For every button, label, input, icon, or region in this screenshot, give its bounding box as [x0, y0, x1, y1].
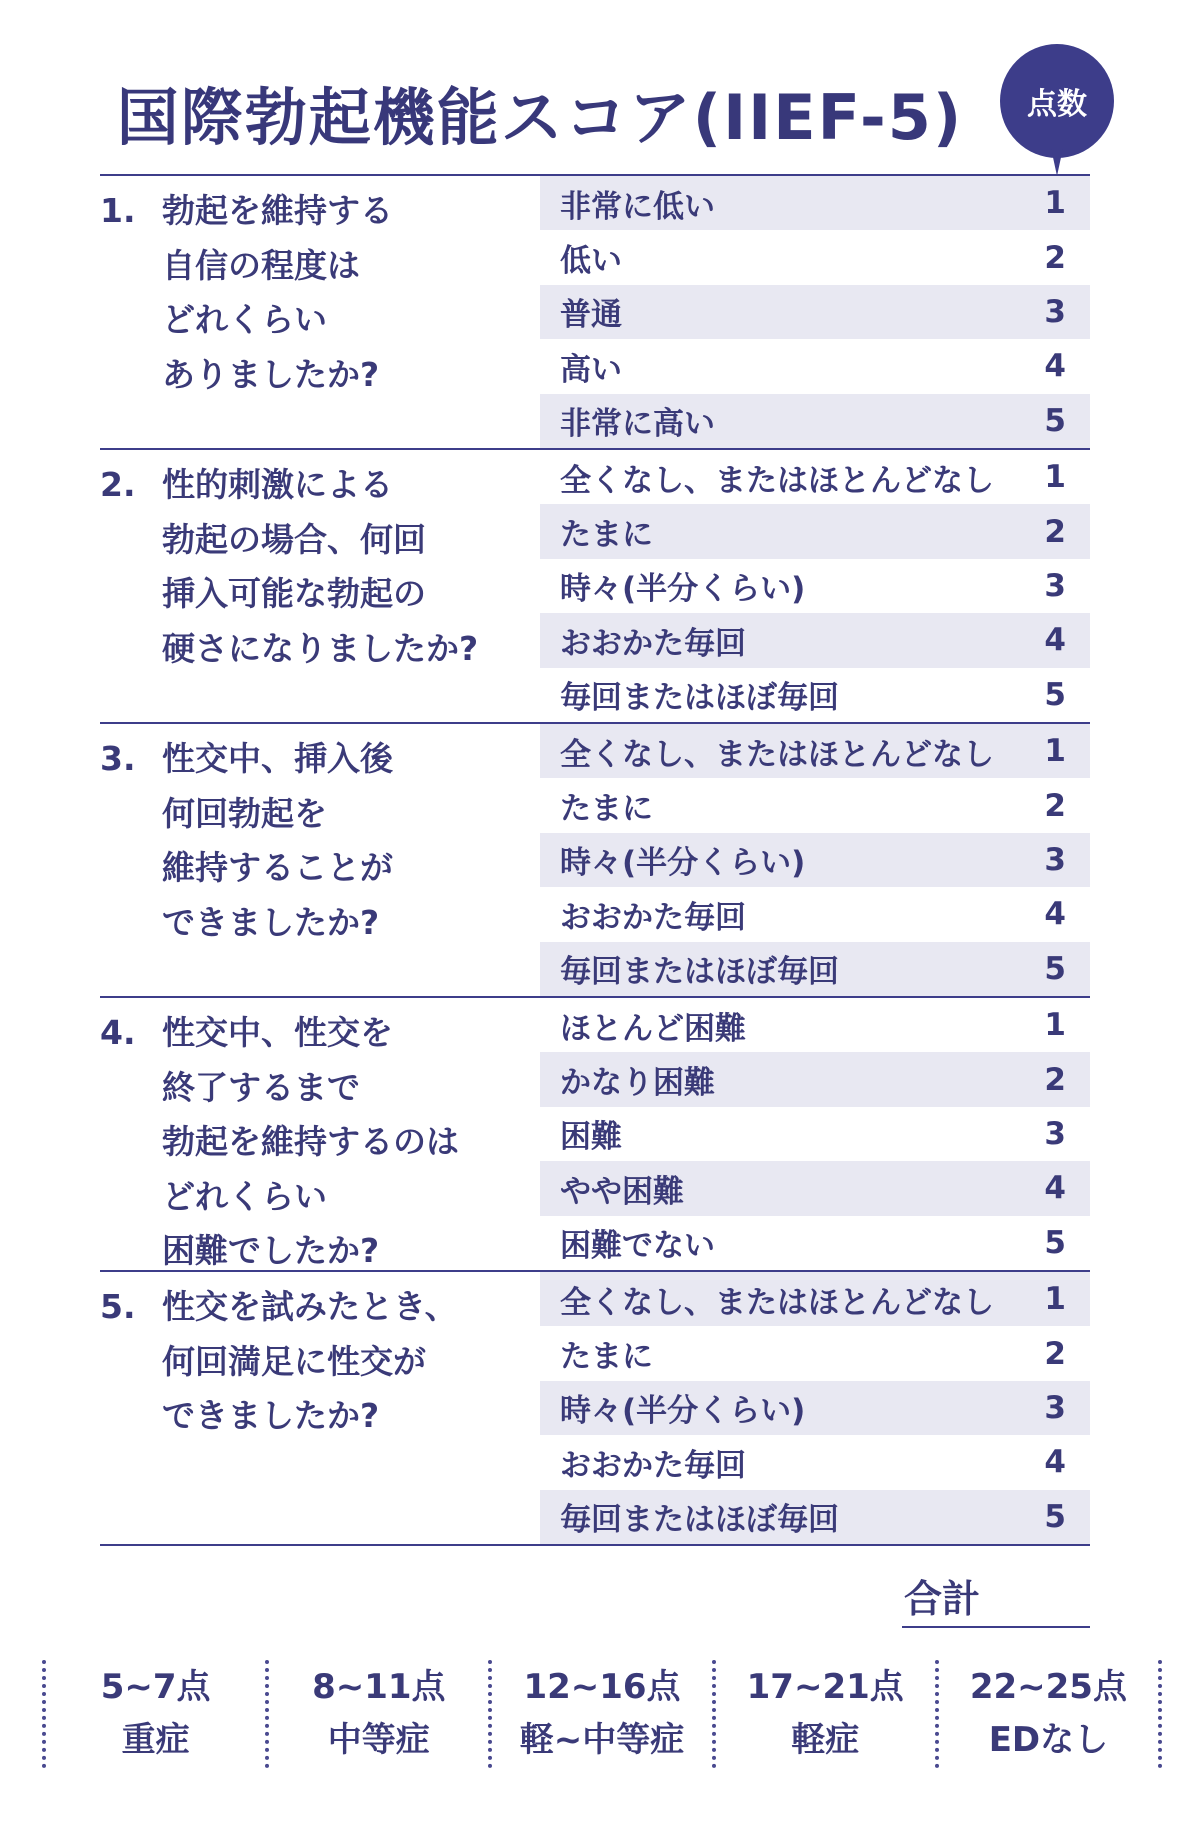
answer-option[interactable] [540, 1272, 1090, 1326]
answer-option[interactable] [540, 176, 1090, 230]
question-5 [100, 1270, 1090, 1546]
answer-label: おおかた毎回 [560, 625, 746, 662]
severity-label: EDなし [988, 1720, 1109, 1760]
severity-label: 軽~中等症 [519, 1720, 685, 1760]
answer-option[interactable] [540, 1381, 1090, 1435]
answer-label: おおかた毎回 [560, 899, 746, 936]
scale-cell-mild-moderate [488, 1660, 711, 1768]
question-1 [100, 174, 1090, 448]
answer-score: 5 [1044, 676, 1066, 713]
answer-label: かなり困難 [560, 1065, 715, 1102]
answer-options [540, 724, 1090, 996]
answer-option[interactable] [540, 887, 1090, 941]
score-range: 17~21点 [746, 1667, 904, 1707]
answer-label: 毎回またはほぼ毎回 [560, 680, 839, 717]
answer-option[interactable] [540, 230, 1090, 284]
severity-label: 重症 [121, 1720, 190, 1760]
answer-options [540, 450, 1090, 722]
answer-label: 困難でない [560, 1228, 715, 1265]
question-number: 1. [100, 191, 136, 230]
answer-option[interactable] [540, 833, 1090, 887]
answer-score: 3 [1044, 1115, 1066, 1152]
answer-score: 2 [1044, 1061, 1066, 1098]
answer-option[interactable] [540, 504, 1090, 558]
answer-score: 5 [1044, 950, 1066, 987]
answer-score: 4 [1044, 348, 1066, 385]
answer-option[interactable] [540, 450, 1090, 504]
question-number: 4. [100, 1013, 136, 1052]
scale-cell-severe [42, 1660, 265, 1768]
question-4 [100, 996, 1090, 1270]
answer-option[interactable] [540, 942, 1090, 996]
answer-score: 3 [1044, 293, 1066, 330]
scale-cell-moderate [265, 1660, 488, 1768]
score-range: 12~16点 [523, 1667, 681, 1707]
question-text: 性的刺激による 勃起の場合、何回 挿入可能な勃起の 硬さになりましたか? [162, 465, 479, 668]
answer-option[interactable] [540, 1161, 1090, 1215]
answer-score: 5 [1044, 1498, 1066, 1535]
answer-label: 毎回またはほぼ毎回 [560, 954, 839, 991]
answer-score: 2 [1044, 787, 1066, 824]
page-title: 国際勃起機能スコア(IIEF-5) [116, 81, 964, 154]
answer-option[interactable] [540, 559, 1090, 613]
answer-label: 普通 [560, 297, 622, 334]
total-input-line[interactable] [902, 1626, 1090, 1628]
severity-label: 軽症 [791, 1720, 860, 1760]
question-text: 性交中、挿入後 何回勃起を 維持することが できましたか? [162, 739, 393, 942]
answer-score: 4 [1044, 896, 1066, 933]
answer-options [540, 176, 1090, 448]
answer-score: 2 [1044, 239, 1066, 276]
score-badge-pointer [1051, 148, 1063, 176]
answer-score: 1 [1044, 1007, 1066, 1044]
answer-label: やや困難 [560, 1173, 684, 1210]
answer-option[interactable] [540, 1326, 1090, 1380]
answer-option[interactable] [540, 613, 1090, 667]
answer-label: 低い [560, 243, 622, 280]
answer-option[interactable] [540, 1216, 1090, 1270]
severity-scale [42, 1660, 1162, 1768]
question-number: 2. [100, 465, 136, 504]
answer-score: 4 [1044, 1170, 1066, 1207]
severity-label: 中等症 [327, 1720, 430, 1760]
score-range: 8~11点 [312, 1667, 446, 1707]
answer-label: おおかた毎回 [560, 1447, 746, 1484]
answer-option[interactable] [540, 339, 1090, 393]
question-3 [100, 722, 1090, 996]
answer-option[interactable] [540, 1490, 1090, 1544]
answer-score: 2 [1044, 1335, 1066, 1372]
answer-option[interactable] [540, 285, 1090, 339]
answer-option[interactable] [540, 1107, 1090, 1161]
answer-label: 非常に低い [560, 188, 715, 225]
answer-score: 3 [1044, 841, 1066, 878]
answer-score: 1 [1044, 733, 1066, 770]
answer-label: たまに [560, 1339, 653, 1376]
question-number: 5. [100, 1287, 136, 1326]
answer-label: 時々(半分くらい) [560, 845, 806, 882]
answer-label: ほとんど困難 [560, 1010, 746, 1047]
question-text: 勃起を維持する 自信の程度は どれくらい ありましたか? [162, 191, 393, 394]
scale-cell-no-ed [935, 1660, 1162, 1768]
answer-option[interactable] [540, 1052, 1090, 1106]
score-range: 22~25点 [969, 1667, 1127, 1707]
answer-score: 2 [1044, 513, 1066, 550]
answer-option[interactable] [540, 998, 1090, 1052]
answer-option[interactable] [540, 668, 1090, 722]
questionnaire-table [100, 174, 1090, 1546]
answer-score: 5 [1044, 402, 1066, 439]
answer-score: 3 [1044, 567, 1066, 604]
answer-option[interactable] [540, 1435, 1090, 1489]
scale-cell-mild [712, 1660, 935, 1768]
answer-options [540, 998, 1090, 1270]
answer-score: 4 [1044, 622, 1066, 659]
answer-score: 5 [1044, 1224, 1066, 1261]
answer-label: たまに [560, 517, 653, 554]
answer-label: 困難 [560, 1119, 622, 1156]
score-range: 5~7点 [100, 1667, 211, 1707]
total-label: 合計 [904, 1577, 981, 1621]
answer-label: 毎回またはほぼ毎回 [560, 1502, 839, 1539]
answer-label: 全くなし、またはほとんどなし [560, 1284, 994, 1321]
answer-score: 4 [1044, 1444, 1066, 1481]
question-number: 3. [100, 739, 136, 778]
answer-option[interactable] [540, 778, 1090, 832]
answer-label: 全くなし、またはほとんどなし [560, 462, 994, 499]
answer-score: 3 [1044, 1389, 1066, 1426]
answer-label: 高い [560, 351, 622, 388]
score-badge: 点数 [1000, 44, 1114, 158]
answer-score: 1 [1044, 1281, 1066, 1318]
answer-options [540, 1272, 1090, 1544]
answer-score: 1 [1044, 185, 1066, 222]
answer-label: 非常に高い [560, 406, 715, 443]
question-text: 性交を試みたとき、 何回満足に性交が できましたか? [162, 1287, 458, 1435]
answer-label: 全くなし、またはほとんどなし [560, 736, 994, 773]
answer-label: たまに [560, 791, 653, 828]
question-text: 性交中、性交を 終了するまで 勃起を維持するのは どれくらい 困難でしたか? [162, 1013, 459, 1270]
question-2 [100, 448, 1090, 722]
answer-label: 時々(半分くらい) [560, 571, 806, 608]
answer-score: 1 [1044, 459, 1066, 496]
answer-option[interactable] [540, 724, 1090, 778]
answer-option[interactable] [540, 394, 1090, 448]
answer-label: 時々(半分くらい) [560, 1393, 806, 1430]
